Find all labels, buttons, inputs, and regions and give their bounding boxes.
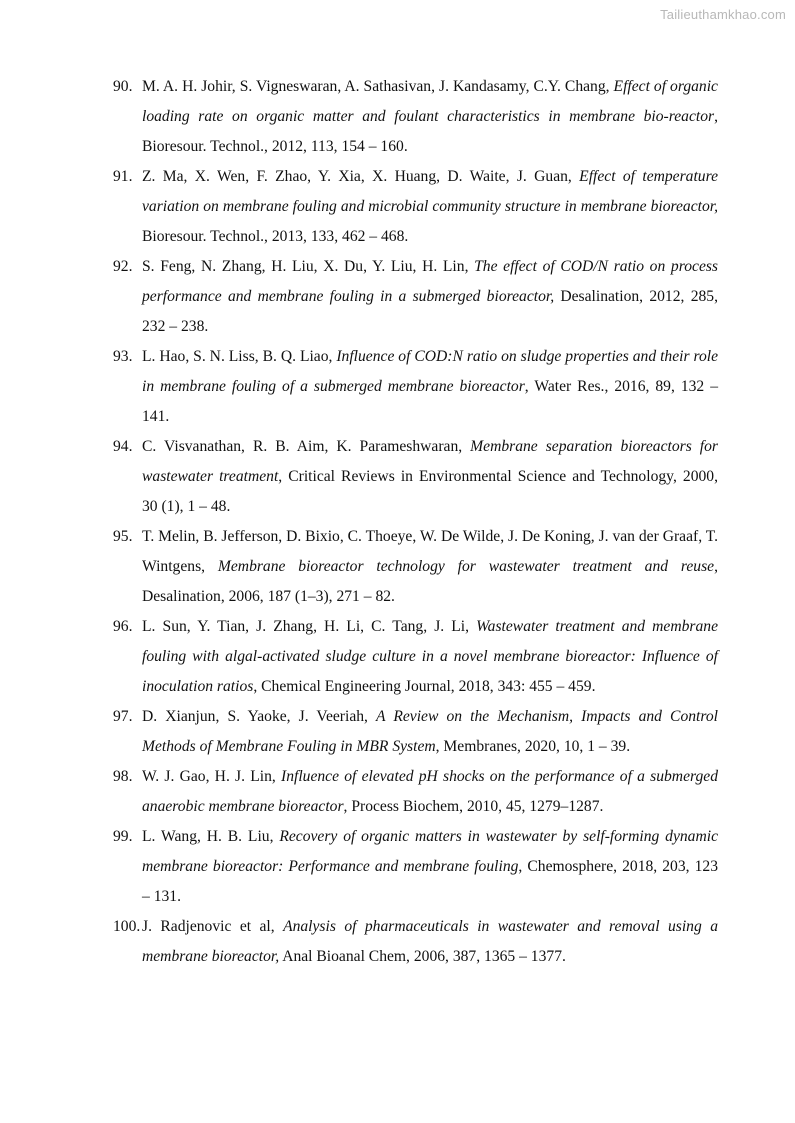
reference-source: , Desalination, 2006, 187 (1–3), 271 – 82. (142, 558, 718, 605)
reference-title: Influence of elevated pH shocks on the performance of a submerged anaerobic membrane bioreactor (142, 768, 718, 815)
reference-title: Analysis of pharmaceuticals in wastewater and removal using a membrane bioreactor, (142, 918, 718, 965)
reference-list (113, 72, 718, 972)
reference-source: , Membranes, 2020, 10, 1 – 39. (435, 738, 631, 755)
reference-authors: W. J. Gao, H. J. Lin, (142, 768, 282, 785)
reference-authors: Z. Ma, X. Wen, F. Zhao, Y. Xia, X. Huang, D. Waite, J. Guan, (142, 168, 580, 185)
reference-item-90 (113, 72, 718, 162)
reference-source: , Critical Reviews in Environmental Science and Technology, 2000, 30 (1), 1 – 48. (142, 468, 718, 515)
reference-source: Bioresour. Technol., 2013, 133, 462 – 468. (142, 228, 409, 245)
reference-item-100 (113, 912, 718, 972)
reference-authors: D. Xianjun, S. Yaoke, J. Veeriah, (142, 708, 377, 725)
reference-authors: C. Visvanathan, R. B. Aim, K. Parameshwaran, (142, 438, 471, 455)
reference-item-96 (113, 612, 718, 702)
watermark-text: Tailieuthamkhao.com (660, 7, 786, 22)
reference-title: Effect of temperature variation on membrane fouling and microbial community structure in membrane bioreactor, (142, 168, 718, 215)
reference-title: Influence of COD:N ratio on sludge properties and their role in membrane fouling of a submerged membrane bioreactor (142, 348, 718, 395)
reference-item-94 (113, 432, 718, 522)
reference-number: 91. (113, 168, 133, 185)
reference-authors: L. Hao, S. N. Liss, B. Q. Liao, (142, 348, 337, 365)
reference-item-92 (113, 252, 718, 342)
reference-item-98 (113, 762, 718, 822)
reference-title: Recovery of organic matters in wastewater by self-forming dynamic membrane bioreactor: Performance and membrane fouling (142, 828, 718, 875)
reference-authors: L. Sun, Y. Tian, J. Zhang, H. Li, C. Tang, J. Li, (142, 618, 477, 635)
reference-number: 100. (113, 918, 141, 935)
reference-item-99 (113, 822, 718, 912)
reference-number: 97. (113, 708, 133, 725)
reference-number: 92. (113, 258, 133, 275)
reference-source: , Water Res., 2016, 89, 132 – 141. (142, 378, 718, 425)
reference-source: , Bioresour. Technol., 2012, 113, 154 – 160. (142, 108, 718, 155)
reference-authors: S. Feng, N. Zhang, H. Liu, X. Du, Y. Liu, H. Lin, (142, 258, 475, 275)
reference-number: 93. (113, 348, 133, 365)
reference-title: Wastewater treatment and membrane fouling with algal-activated sludge culture in a novel membrane bioreactor: Influence of inoculation ratios (142, 618, 718, 695)
reference-number: 95. (113, 528, 133, 545)
reference-item-95 (113, 522, 718, 612)
reference-number: 94. (113, 438, 133, 455)
reference-number: 98. (113, 768, 133, 785)
reference-source: Anal Bioanal Chem, 2006, 387, 1365 – 1377. (279, 948, 566, 965)
reference-title: A Review on the Mechanism, Impacts and Control Methods of Membrane Fouling in MBR System (142, 708, 718, 755)
reference-title: Membrane bioreactor technology for wastewater treatment and reuse (217, 558, 715, 575)
reference-item-91 (113, 162, 718, 252)
reference-source: , Chemosphere, 2018, 203, 123 – 131. (142, 858, 718, 905)
reference-title: The effect of COD/N ratio on process performance and membrane fouling in a submerged bioreactor, (142, 258, 718, 305)
reference-source: , Process Biochem, 2010, 45, 1279–1287. (343, 798, 604, 815)
reference-title: Effect of organic loading rate on organic matter and foulant characteristics in membrane bio-reactor (142, 78, 718, 125)
reference-authors: T. Melin, B. Jefferson, D. Bixio, C. Thoeye, W. De Wilde, J. De Koning, J. van der Graaf, T. Wintgens, (142, 528, 718, 575)
reference-source: Desalination, 2012, 285, 232 – 238. (142, 288, 718, 335)
reference-authors: J. Radjenovic et al, (142, 918, 284, 935)
reference-authors: L. Wang, H. B. Liu, (142, 828, 280, 845)
reference-number: 96. (113, 618, 133, 635)
reference-item-97 (113, 702, 718, 762)
reference-authors: M. A. H. Johir, S. Vigneswaran, A. Sathasivan, J. Kandasamy, C.Y. Chang, (142, 78, 614, 95)
reference-item-93 (113, 342, 718, 432)
reference-number: 99. (113, 828, 133, 845)
reference-source: , Chemical Engineering Journal, 2018, 343: 455 – 459. (253, 678, 596, 695)
reference-title: Membrane separation bioreactors for wastewater treatment (142, 438, 718, 485)
reference-number: 90. (113, 78, 133, 95)
